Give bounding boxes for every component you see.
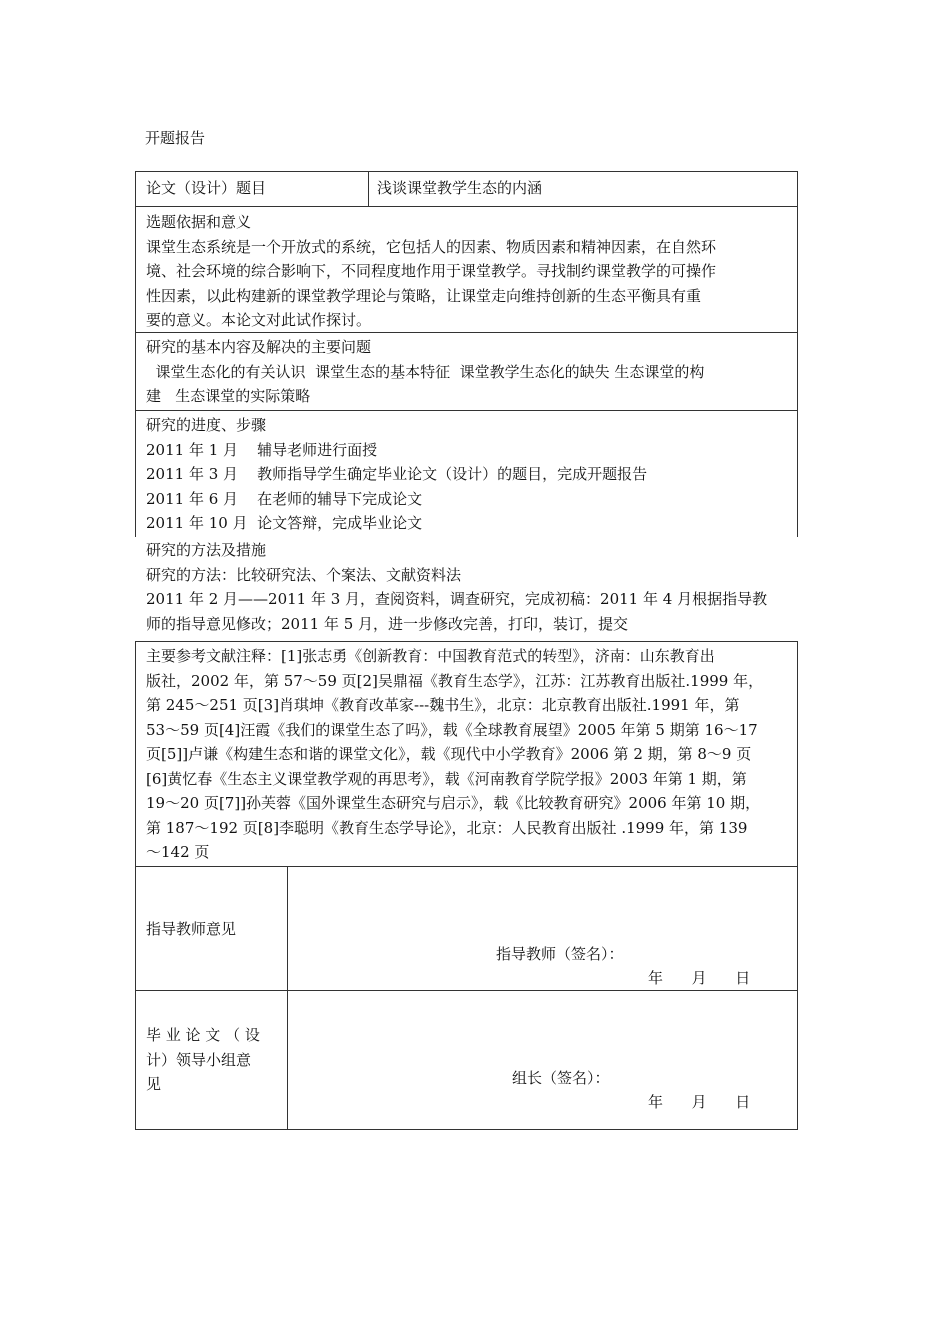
reference-line: 第 187～192 页[8]李聪明《教育生态学导论》，北京：人民教育出版社 .1999 年，第 139: [146, 818, 748, 837]
column-divider: [287, 866, 288, 1130]
progress-step: 2011 年 6 月 在老师的辅导下完成论文: [146, 489, 423, 508]
advisor-date: 年 月 日: [648, 969, 751, 987]
basis-heading: 选题依据和意义: [146, 213, 252, 231]
references-section: [146, 644, 791, 865]
reference-line: 53～59 页[4]汪霞《我们的课堂生态了吗》，载《全球教育展望》2005 年第 5 期第 16～17: [146, 720, 758, 739]
reference-line: 主要参考文献注释：[1]张志勇《创新教育：中国教育范式的转型》，济南：山东教育出: [146, 647, 715, 665]
reference-line: ～142 页: [146, 843, 210, 861]
progress-step: 2011 年 10 月 论文答辩，完成毕业论文: [146, 514, 423, 532]
reference-line: 版社，2002 年，第 57～59 页[2]吴鼎福《教育生态学》，江苏：江苏教育出版社.1999 年，: [146, 671, 764, 690]
methods-heading: 研究的方法及措施: [146, 541, 267, 559]
methods-line: 2011 年 2 月——2011 年 3 月，查阅资料，调查研究，完成初稿：2011 年 4 月根据指导教: [146, 590, 768, 608]
committee-label-line: 计）领导小组意: [146, 1050, 252, 1069]
methods-line: 师的指导意见修改；2011 年 5 月，进一步修改完善，打印，装订，提交: [146, 614, 629, 633]
reference-line: 页[5]]卢谦《构建生态和谐的课堂文化》，载《现代中小学教育》2006 第 2 期，第 8～9 页: [146, 745, 752, 763]
committee-signature: 组长（签名）：: [512, 1069, 610, 1087]
methods-section: [146, 538, 791, 636]
basis-line: 性因素，以此构建新的课堂教学理论与策略，让课堂走向维持创新的生态平衡具有重: [146, 286, 702, 305]
basis-line: 境、社会环境的综合影响下，不同程度地作用于课堂教学。寻找制约课堂教学的可操作: [146, 262, 717, 280]
advisor-label: 指导教师意见: [146, 920, 237, 938]
committee-date: 年 月 日: [648, 1093, 751, 1111]
progress-section: [146, 413, 791, 536]
document-title: 开题报告: [145, 129, 206, 147]
reference-line: 第 245～251 页[3]肖琪坤《教育改革家---魏书生》，北京：北京教育出版社.1991 年，第: [146, 696, 740, 714]
content-heading: 研究的基本内容及解决的主要问题: [146, 338, 372, 356]
reference-line: 19～20 页[7]]孙芙蓉《国外课堂生态研究与启示》，载《比较教育研究》2006 年第 10 期，: [146, 794, 761, 812]
row-divider: [135, 866, 798, 867]
content-line: 课堂生态化的有关认识 课堂生态的基本特征 课堂教学生态化的缺失 生态课堂的构: [146, 362, 705, 381]
topic-label: 论文（设计）题目: [146, 179, 267, 197]
progress-step: 2011 年 3 月 教师指导学生确定毕业论文（设计）的题目，完成开题报告: [146, 465, 648, 483]
basis-line: 课堂生态系统是一个开放式的系统，它包括人的因素、物质因素和精神因素，在自然环: [146, 237, 717, 256]
committee-label-line: 毕 业 论 文 （ 设: [146, 1026, 260, 1044]
progress-heading: 研究的进度、步骤: [146, 416, 267, 434]
committee-label-line: 见: [146, 1075, 162, 1093]
row-divider: [135, 206, 798, 207]
content-line: 建 生态课堂的实际策略: [146, 387, 311, 405]
basis-section: [146, 210, 791, 333]
methods-line: 研究的方法：比较研究法、个案法、文献资料法: [146, 565, 462, 584]
advisor-signature: 指导教师（签名）：: [496, 945, 624, 963]
column-divider: [368, 171, 369, 206]
row-divider: [135, 410, 798, 411]
basis-line: 要的意义。本论文对此试作探讨。: [146, 311, 372, 329]
content-section: [146, 335, 791, 409]
topic-value: 浅谈课堂教学生态的内涵: [377, 179, 543, 197]
reference-line: [6]黄忆春《生态主义课堂教学观的再思考》，载《河南教育学院学报》2003 年第 1 期，第: [146, 769, 747, 788]
committee-label: [146, 1023, 281, 1097]
progress-step: 2011 年 1 月 辅导老师进行面授: [146, 440, 378, 459]
